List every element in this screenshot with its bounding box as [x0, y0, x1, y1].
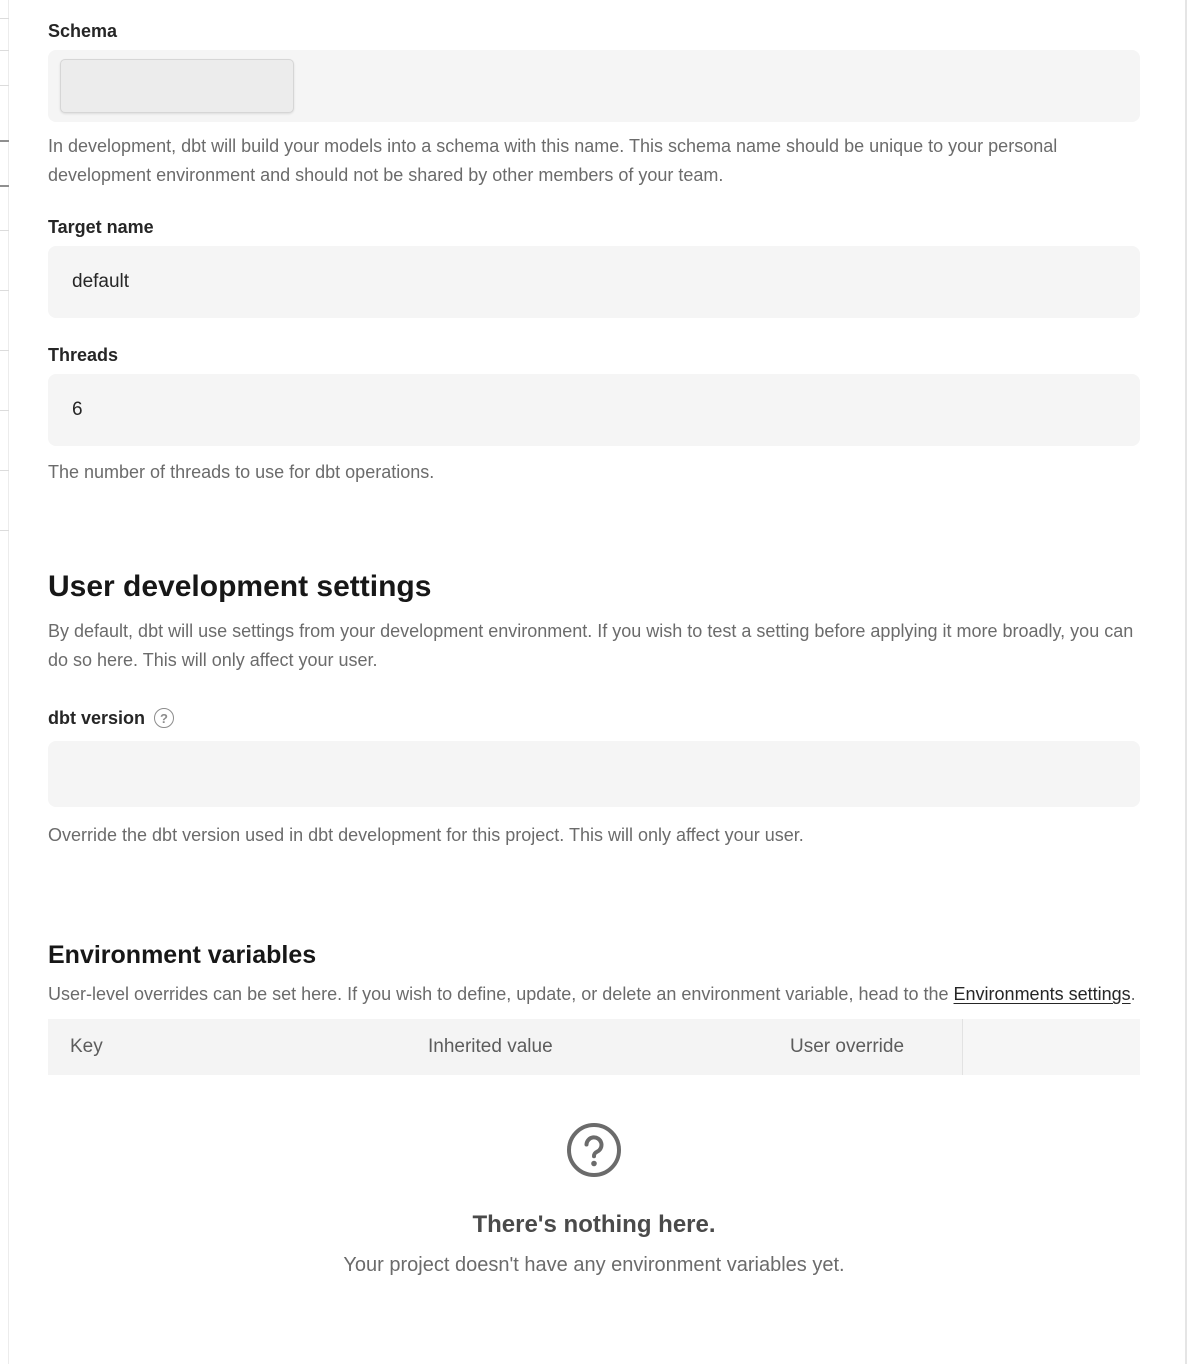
target-name-label: Target name — [48, 217, 154, 237]
schema-value-placeholder — [60, 59, 294, 113]
tick-mark — [0, 410, 9, 411]
env-description-before-link: User-level overrides can be set here. If you wish to define, update, or delete an environment variable, head to the — [48, 984, 954, 1004]
tick-mark — [0, 140, 9, 142]
tick-mark — [0, 470, 9, 471]
empty-state-title: There's nothing here. — [472, 1211, 716, 1238]
env-vars-empty-state — [48, 1121, 1140, 1278]
tick-mark — [0, 18, 9, 19]
dbt-version-help-text: Override the dbt version used in dbt development for this project. This will only affect your user. — [48, 825, 804, 845]
settings-form — [48, 0, 1140, 1278]
column-header-actions — [962, 1019, 1140, 1075]
tick-mark — [0, 230, 9, 231]
column-header-user-override: User override — [790, 1036, 905, 1057]
help-icon[interactable]: ? — [154, 708, 174, 728]
threads-input[interactable] — [48, 374, 1140, 446]
tick-mark — [0, 350, 9, 351]
schema-input[interactable] — [48, 50, 1140, 122]
dbt-version-input[interactable] — [48, 741, 1140, 807]
column-header-inherited-value: Inherited value — [428, 1036, 553, 1057]
tick-mark — [0, 50, 9, 51]
environment-variables-title: Environment variables — [48, 941, 317, 969]
tick-mark — [0, 290, 9, 291]
schema-help-text: In development, dbt will build your models into a schema with this name. This schema name should be unique to your personal development environment and should not be shared by other members of your team. — [48, 136, 1058, 185]
dbt-version-label — [48, 707, 1140, 729]
environments-settings-link[interactable]: Environments settings — [953, 984, 1131, 1004]
left-panel-edge — [0, 0, 9, 1364]
environment-variables-description — [48, 980, 1140, 1009]
question-mark-circle-icon — [565, 1121, 623, 1179]
tick-mark — [0, 530, 9, 531]
tick-mark — [0, 85, 9, 86]
dbt-version-label-text: dbt version — [48, 708, 146, 728]
empty-state-subtitle: Your project doesn't have any environment variables yet. — [343, 1254, 845, 1276]
env-vars-table-header — [48, 1019, 1140, 1075]
user-development-settings-description: By default, dbt will use settings from your development environment. If you wish to test a setting before applying it more broadly, you can do so here. This will only affect your user. — [48, 621, 1134, 670]
env-description-after-link: . — [1130, 984, 1136, 1004]
threads-label: Threads — [48, 345, 119, 365]
target-name-input[interactable] — [48, 246, 1140, 318]
scrollbar-track[interactable] — [1185, 0, 1187, 1364]
threads-help-text: The number of threads to use for dbt operations. — [48, 462, 435, 482]
schema-label: Schema — [48, 21, 118, 41]
user-development-settings-title: User development settings — [48, 570, 432, 603]
column-header-key: Key — [70, 1036, 103, 1057]
tick-mark — [0, 185, 9, 187]
